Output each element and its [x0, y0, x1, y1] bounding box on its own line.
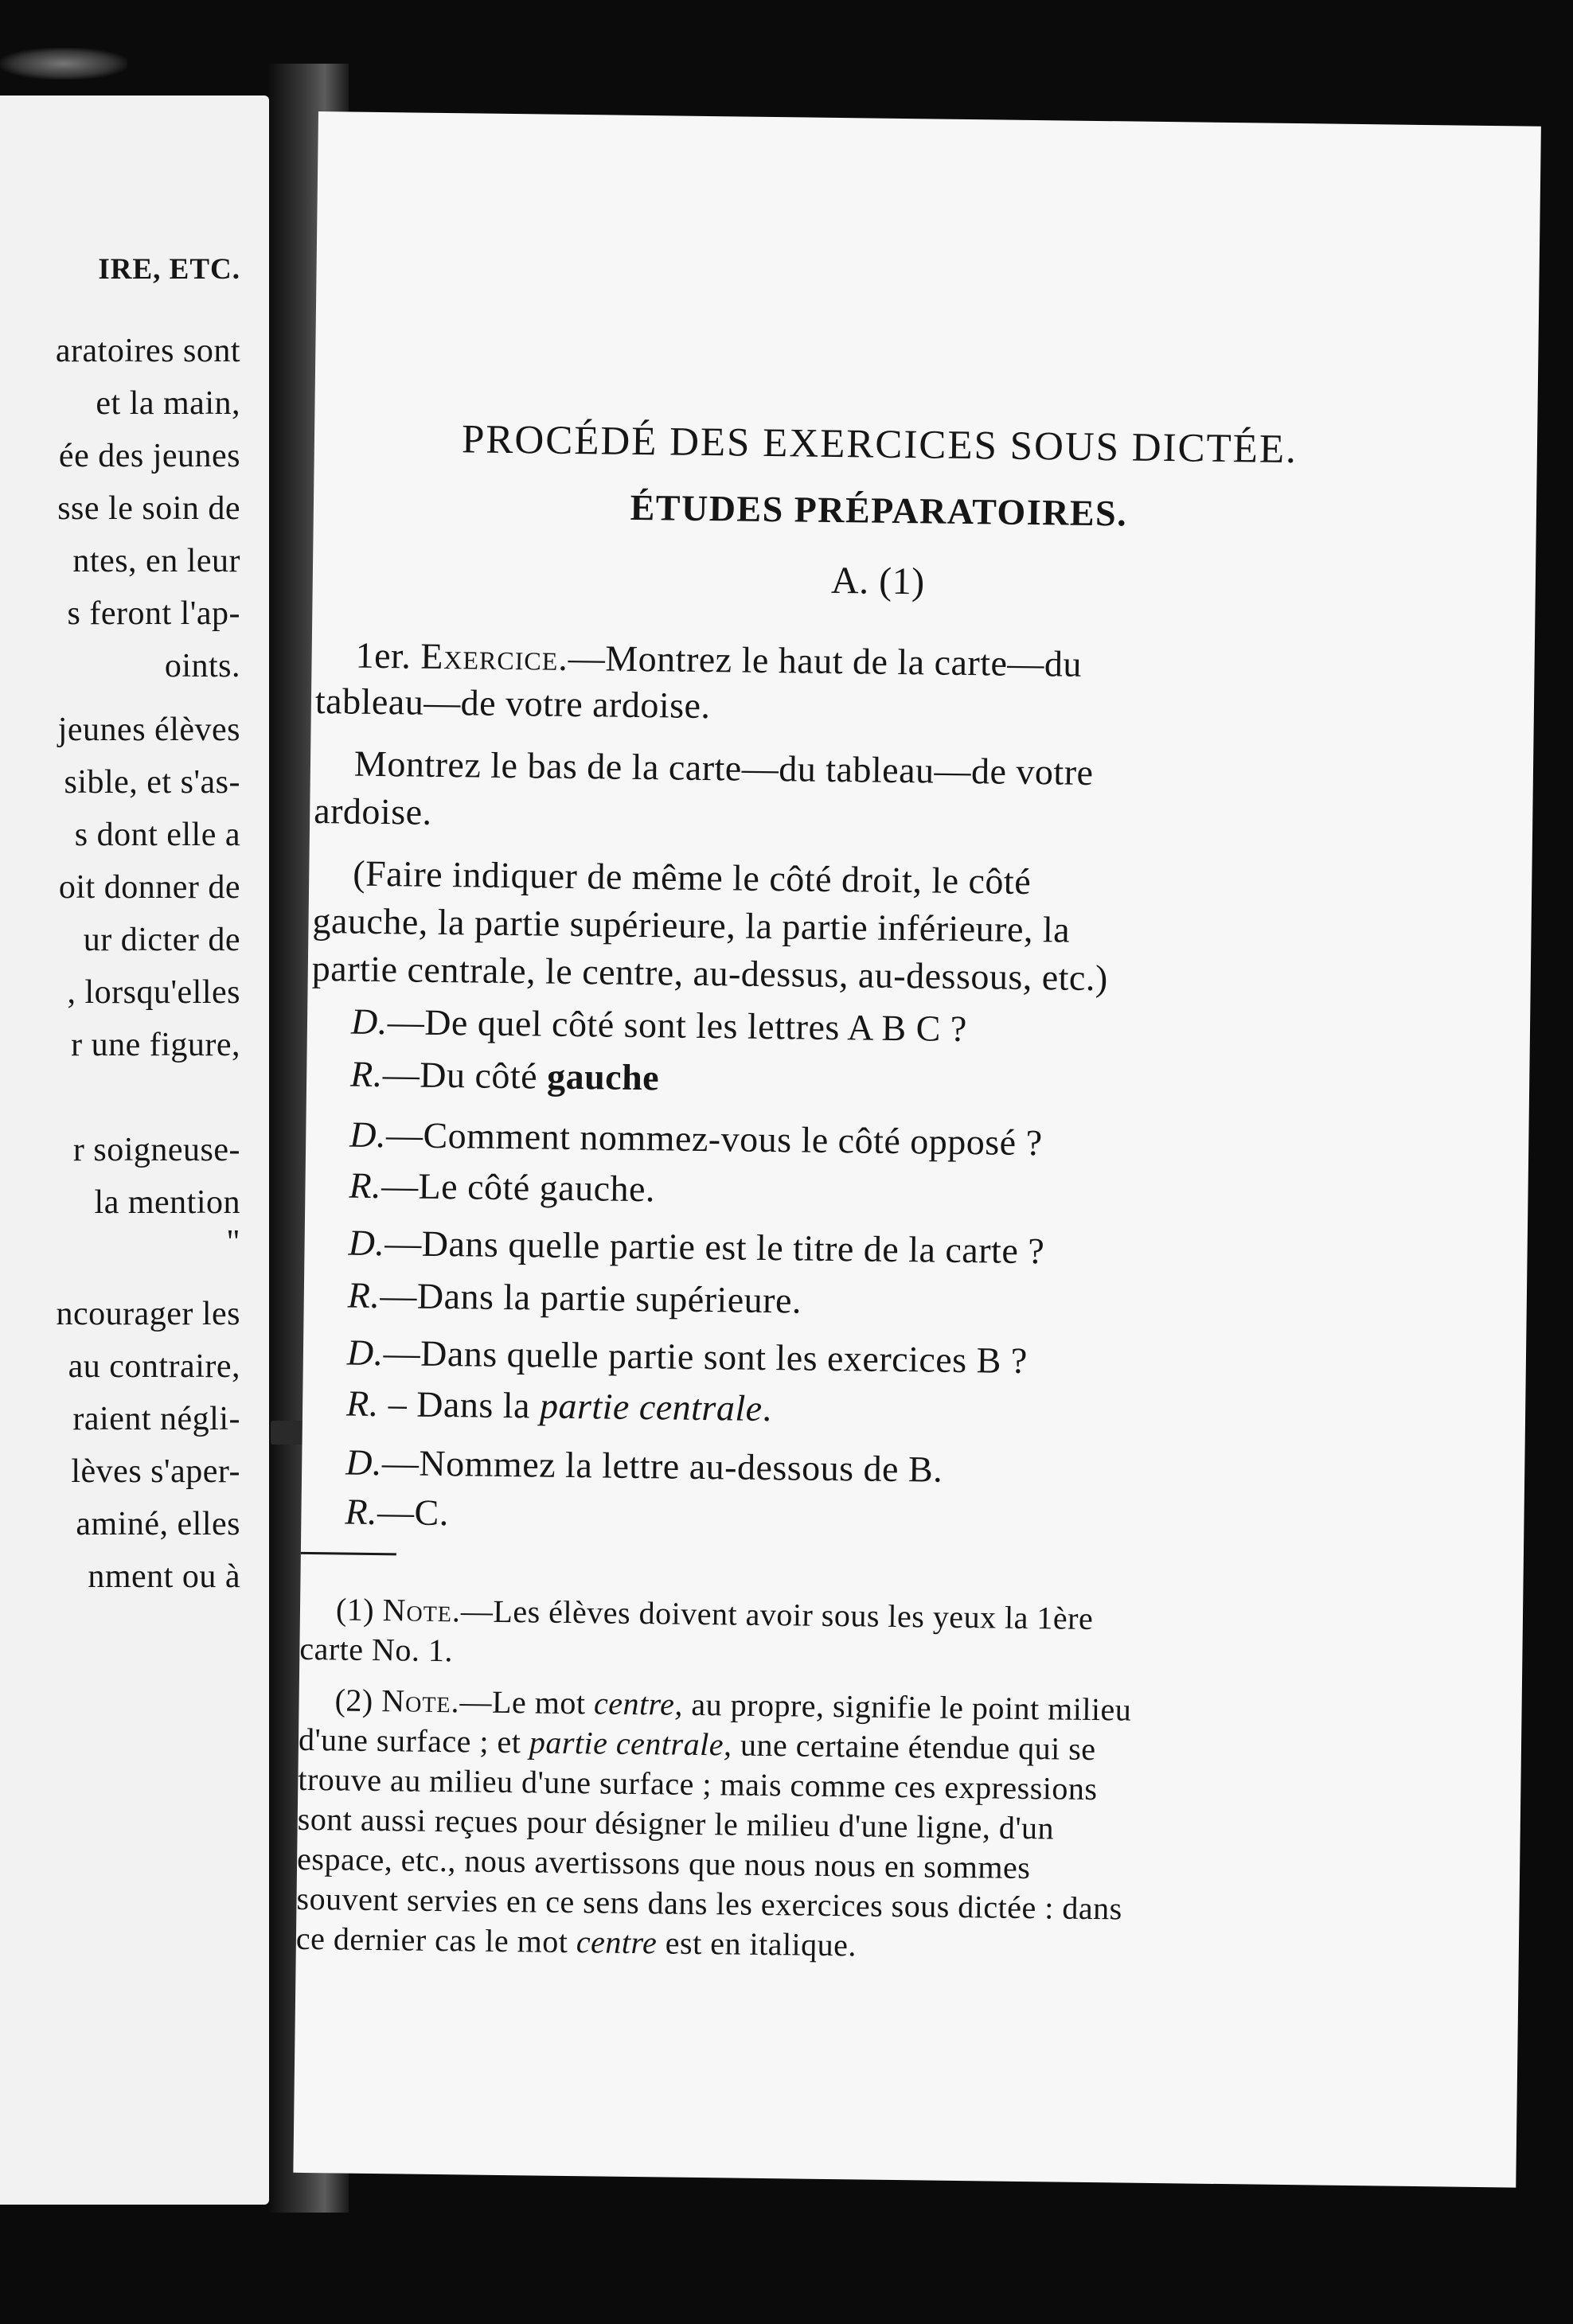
dialogue-text: —Du côté [382, 1054, 548, 1097]
dialogue-text: —Dans la partie supérieure. [380, 1275, 802, 1321]
dialogue-tag: R. [345, 1382, 380, 1425]
page-title: PROCÉDÉ DES EXERCICES SOUS DICTÉE. [461, 417, 1298, 473]
dialogue-line [346, 1332, 1028, 1381]
footnote-line [334, 1682, 1132, 1728]
dialogue-bold-word: gauche [546, 1055, 660, 1098]
left-line: jeunes élèves [57, 712, 240, 748]
dialogue-line [349, 1053, 660, 1098]
footnote-text: une certaine étendue qui se [732, 1726, 1096, 1768]
footnote-line [295, 1920, 857, 1963]
left-line: ur dicter de [83, 922, 240, 958]
footnote-line: sont aussi reçues pour désigner le milieu d'une ligne, d'un [297, 1800, 1055, 1846]
footnote-line: carte No. 1. [299, 1630, 454, 1669]
dialogue-line [350, 1000, 968, 1050]
left-page [0, 96, 269, 2205]
exercise-number: 1er. [355, 634, 412, 677]
dialogue-text: —Le côté gauche. [381, 1165, 656, 1210]
left-line: raient négli- [72, 1401, 240, 1437]
footnote-italic: partie centrale, [529, 1724, 732, 1763]
left-line: sible, et s'as- [64, 764, 240, 801]
left-line: s feront l'ap- [67, 595, 240, 632]
page-subtitle: ÉTUDES PRÉPARATOIRES. [630, 486, 1128, 534]
left-line: aratoires sont [55, 333, 240, 369]
exercise-label: Exercice. [420, 635, 569, 678]
right-page [293, 111, 1541, 2188]
section-heading: A. (1) [830, 559, 925, 603]
exercise-line-1 [355, 634, 1083, 684]
left-line: et la main, [96, 385, 240, 422]
dialogue-tag: R. [349, 1164, 382, 1207]
left-line: r une figure, [71, 1027, 240, 1063]
dialogue-italic: partie centrale [539, 1385, 763, 1429]
footnote-text: d'une surface ; et [298, 1721, 530, 1761]
exercise-line-2: tableau—de votre ardoise. [314, 680, 711, 727]
dialogue-line [345, 1491, 450, 1534]
footnote-line: souvent servies en ce sens dans les exercices sous dictée : dans [296, 1880, 1122, 1927]
left-line: sse le soin de [57, 490, 240, 527]
dialogue-line [347, 1274, 802, 1321]
paragraph-line: Montrez le bas de la carte—du tableau—de votre [353, 743, 1094, 793]
left-line: au contraire, [68, 1348, 240, 1385]
left-line: ntes, en leur [72, 543, 240, 579]
left-line: aminé, elles [76, 1506, 240, 1542]
footnote-label: Note. [381, 1683, 460, 1720]
left-line: ée des jeunes [58, 438, 240, 474]
dialogue-text: —Comment nommez-vous le côté opposé ? [385, 1114, 1043, 1164]
dialogue-text: – Dans la [378, 1383, 541, 1426]
dialogue-text: —Dans quelle partie est le titre de la carte ? [384, 1222, 1045, 1272]
left-line: la mention [94, 1184, 240, 1221]
left-line: nment ou à [88, 1558, 240, 1595]
dialogue-tag: D. [348, 1222, 385, 1264]
footnote-line: trouve au milieu d'une surface ; mais comme ces expressions [298, 1761, 1098, 1807]
dialogue-line [345, 1441, 943, 1490]
footnote-text: —Les élèves doivent avoir sous les yeux la 1ère [460, 1593, 1094, 1637]
dialogue-tag: R. [347, 1274, 381, 1316]
footnote-marker: (1) [335, 1591, 375, 1628]
dialogue-text: —Dans quelle partie sont les exercices B ? [383, 1332, 1028, 1381]
exercise-text: —Montrez le haut de la carte—du [568, 637, 1083, 684]
scan-smudge [0, 48, 127, 80]
dialogue-line [349, 1113, 1043, 1164]
paragraph-line: partie centrale, le centre, au-dessus, au-dessous, etc.) [311, 947, 1109, 999]
dialogue-line [345, 1382, 772, 1429]
dialogue-tag: R. [349, 1053, 384, 1095]
dialogue-text: —De quel côté sont les lettres A B C ? [387, 1001, 968, 1050]
left-running-header: IRE, ETC. [98, 253, 240, 286]
footnote-rule [301, 1552, 396, 1555]
footnote-text: est en italique. [657, 1924, 857, 1963]
dialogue-tag: D. [350, 1000, 388, 1043]
footnote-italic: centre, [593, 1685, 684, 1722]
dialogue-line [348, 1222, 1045, 1272]
dialogue-text: —C. [377, 1491, 450, 1534]
left-line: ncourager les [56, 1296, 240, 1332]
footnote-label: Note. [382, 1592, 462, 1629]
paragraph-line: (Faire indiquer de même le côté droit, le côté [352, 852, 1032, 903]
dialogue-tag: D. [345, 1441, 383, 1484]
left-line: " [226, 1224, 240, 1261]
dialogue-text-end: . [762, 1387, 772, 1429]
footnote-line [298, 1721, 1096, 1768]
left-line: oints. [164, 648, 240, 684]
left-line: , lorsqu'elles [67, 974, 240, 1011]
dialogue-text: —Nommez la lettre au-dessous de B. [381, 1442, 943, 1490]
footnote-text: ce dernier cas le mot [295, 1920, 577, 1960]
left-line: oit donner de [58, 869, 240, 906]
footnote-text: au propre, signifie le point milieu [682, 1686, 1132, 1728]
footnote-marker: (2) [334, 1682, 374, 1718]
dialogue-tag: D. [346, 1332, 384, 1374]
left-line: s dont elle a [74, 817, 240, 853]
footnote-italic: centre [576, 1924, 658, 1961]
dialogue-line [349, 1164, 656, 1210]
left-line: r soigneuse- [72, 1132, 240, 1168]
footnote-line [336, 1593, 1094, 1635]
left-line: lèves s'aper- [71, 1453, 240, 1490]
paragraph-line: ardoise. [313, 790, 432, 833]
dialogue-tag: R. [345, 1491, 378, 1533]
footnote-text: —Le mot [459, 1683, 595, 1722]
footnote-line: espace, etc., nous avertissons que nous nous en sommes [296, 1840, 1031, 1886]
dialogue-tag: D. [349, 1113, 387, 1156]
paragraph-line: gauche, la partie supérieure, la partie inférieure, la [312, 899, 1071, 950]
